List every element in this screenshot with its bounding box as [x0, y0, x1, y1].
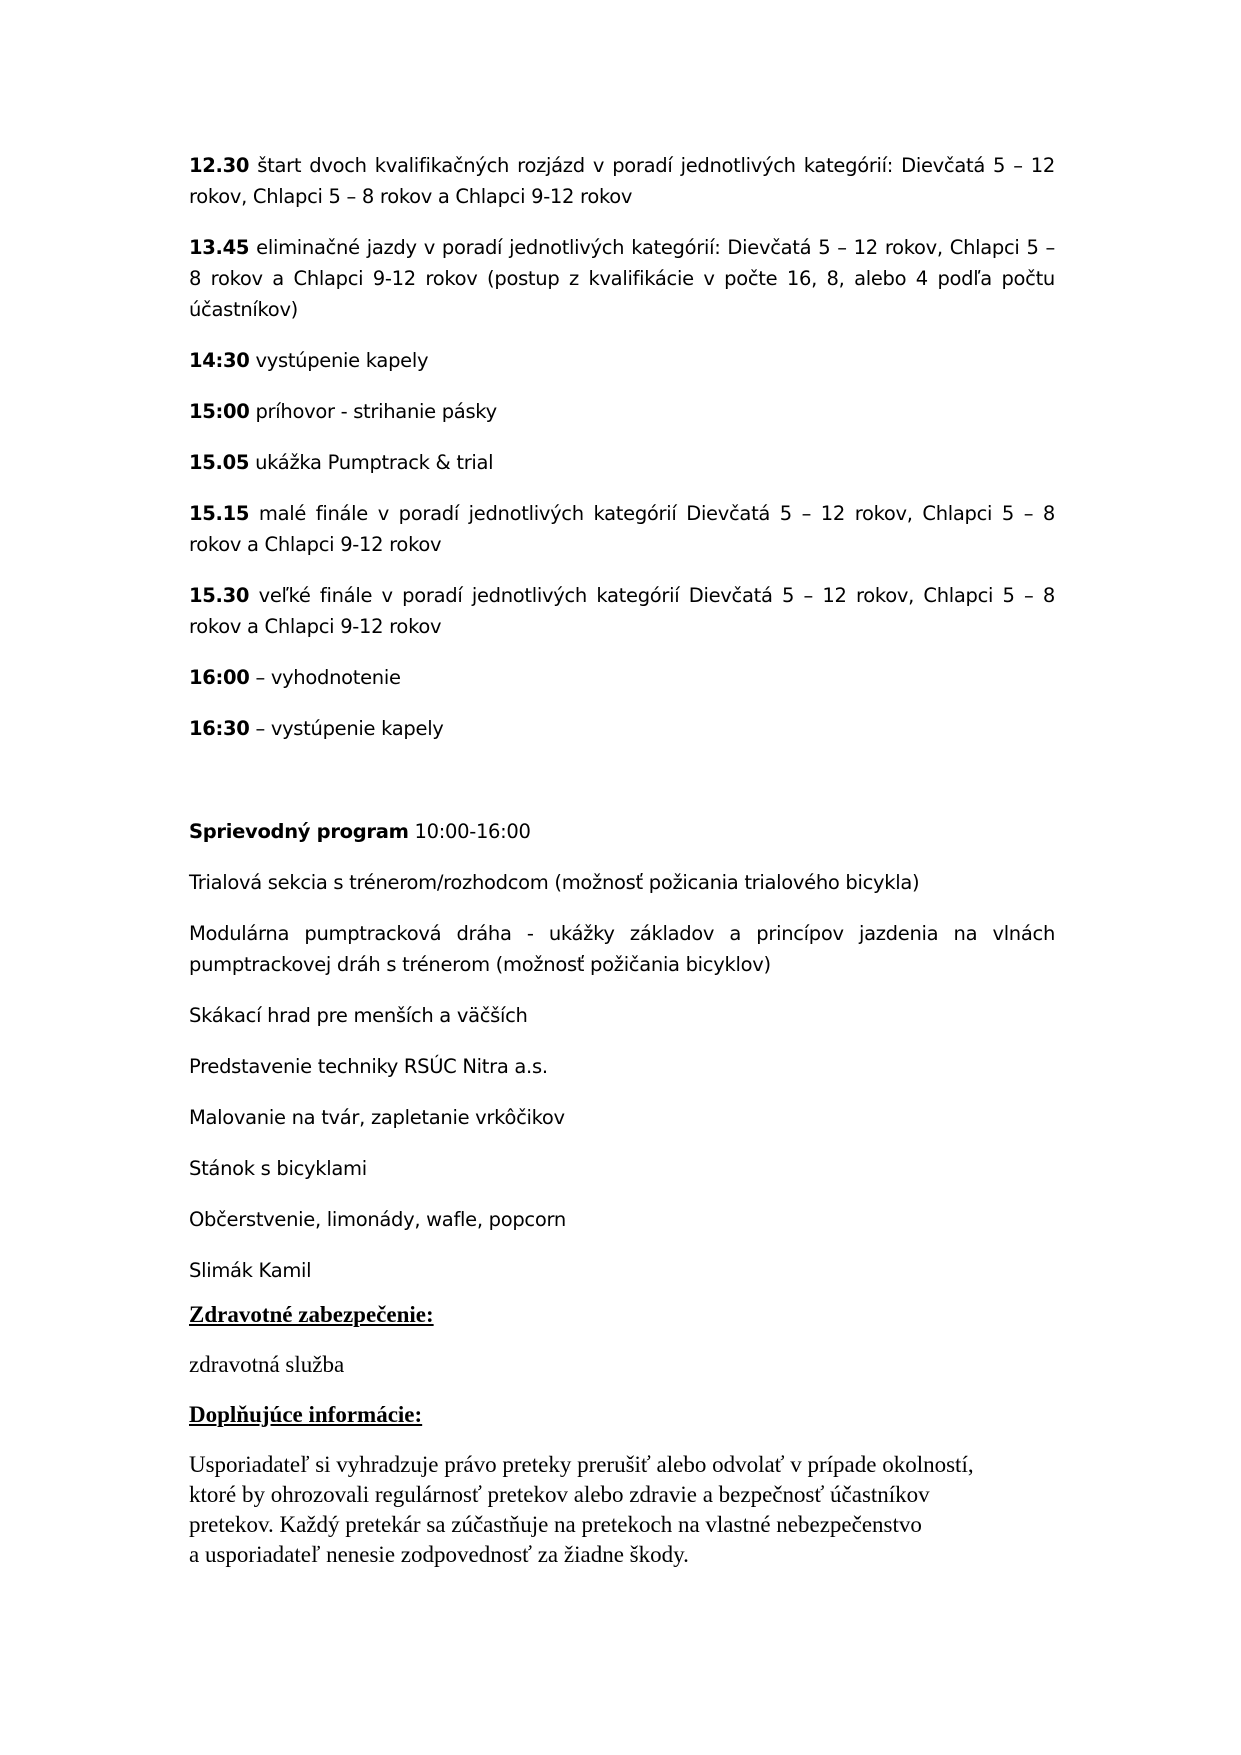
- side-program-hours: 10:00-16:00: [408, 820, 531, 843]
- schedule-item: [189, 713, 1055, 744]
- side-program-item: Slimák Kamil: [189, 1259, 312, 1282]
- schedule-list: [189, 150, 1055, 744]
- side-program-title: [189, 816, 1055, 847]
- schedule-text: – vyhodnotenie: [249, 666, 401, 689]
- document-content: [189, 150, 1055, 1570]
- side-program-item: Skákací hrad pre menších a väčších: [189, 1004, 528, 1027]
- side-program-item: Stánok s bicyklami: [189, 1157, 367, 1180]
- schedule-item: [189, 498, 1055, 560]
- additional-heading: Doplňujúce informácie:: [189, 1402, 423, 1427]
- schedule-text: štart dvoch kvalifikačných rozjázd v poradí jednotlivých kategórií: Dievčatá 5 – 12 rokov, Chlapci 5 – 8 rokov a Chlapci 9-12 rokov: [189, 154, 1055, 208]
- schedule-text: vystúpenie kapely: [249, 349, 429, 372]
- side-program-item: Malovanie na tvár, zapletanie vrkôčikov: [189, 1106, 565, 1129]
- schedule-item: [189, 396, 1055, 427]
- schedule-time: 16:30: [189, 717, 250, 740]
- side-program-heading: Sprievodný program: [189, 820, 409, 843]
- health-text: zdravotná služba: [189, 1352, 345, 1377]
- schedule-time: 15:00: [189, 400, 250, 423]
- schedule-item: [189, 662, 1055, 693]
- additional-text: [189, 1450, 1055, 1570]
- additional-line: pretekov. Každý pretekár sa zúčastňuje na pretekoch na vlastné nebezpečenstvo: [189, 1512, 922, 1537]
- health-heading: Zdravotné zabezpečenie:: [189, 1302, 434, 1327]
- schedule-time: 14:30: [189, 349, 250, 372]
- side-program-item: Modulárna pumptracková dráha - ukážky základov a princípov jazdenia na vlnách pumptrackovej dráh s trénerom (možnosť požičania bicyklov): [189, 922, 1055, 976]
- spacer: [189, 764, 1055, 816]
- schedule-time: 15.15: [189, 502, 250, 525]
- schedule-text: príhovor - strihanie pásky: [249, 400, 497, 423]
- health-section: [189, 1300, 1055, 1380]
- side-program-item: Predstavenie techniky RSÚC Nitra a.s.: [189, 1055, 548, 1078]
- schedule-item: [189, 345, 1055, 376]
- schedule-text: eliminačné jazdy v poradí jednotlivých kategórií: Dievčatá 5 – 12 rokov, Chlapci 5 – 8 rokov a Chlapci 9-12 rokov (postup z kvalifikácie v počte 16, 8, alebo 4 podľa počtu účastníkov): [189, 236, 1055, 321]
- schedule-item: [189, 232, 1055, 325]
- schedule-text: malé finále v poradí jednotlivých kategórií Dievčatá 5 – 12 rokov, Chlapci 5 – 8 rokov a Chlapci 9-12 rokov: [189, 502, 1055, 556]
- schedule-text: veľké finále v poradí jednotlivých kategórií Dievčatá 5 – 12 rokov, Chlapci 5 – 8 rokov a Chlapci 9-12 rokov: [189, 584, 1055, 638]
- side-program-section: [189, 816, 1055, 1286]
- schedule-time: 12.30: [189, 154, 250, 177]
- schedule-time: 13.45: [189, 236, 250, 259]
- side-program-item: Trialová sekcia s trénerom/rozhodcom (možnosť požicania trialového bicykla): [189, 871, 920, 894]
- additional-line: ktoré by ohrozovali regulárnosť pretekov alebo zdravie a bezpečnosť účastníkov: [189, 1482, 930, 1507]
- additional-line: a usporiadateľ nenesie zodpovednosť za žiadne škody.: [189, 1542, 689, 1567]
- schedule-time: 15.30: [189, 584, 250, 607]
- schedule-text: ukážka Pumptrack & trial: [249, 451, 494, 474]
- schedule-time: 16:00: [189, 666, 250, 689]
- schedule-item: [189, 580, 1055, 642]
- schedule-item: [189, 150, 1055, 212]
- side-program-item: Občerstvenie, limonády, wafle, popcorn: [189, 1208, 566, 1231]
- schedule-time: 15.05: [189, 451, 250, 474]
- additional-section: [189, 1400, 1055, 1570]
- additional-line: Usporiadateľ si vyhradzuje právo preteky prerušiť alebo odvolať v prípade okolností,: [189, 1452, 974, 1477]
- schedule-text: – vystúpenie kapely: [249, 717, 444, 740]
- schedule-item: [189, 447, 1055, 478]
